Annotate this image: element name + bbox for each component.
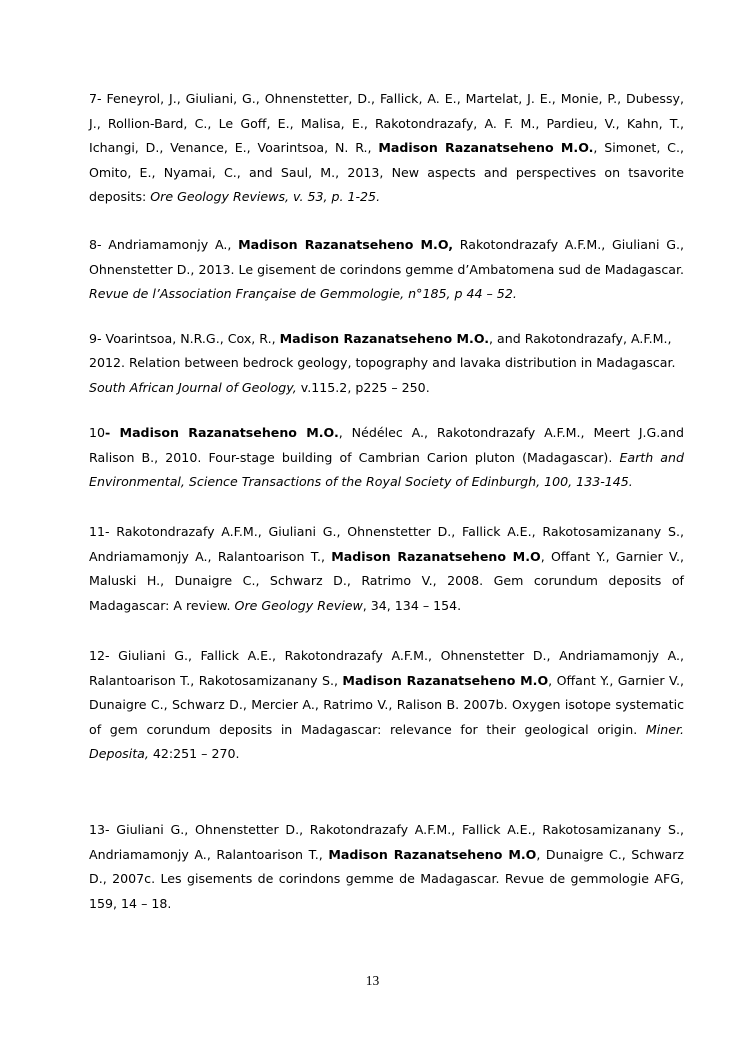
reference-13 — [89, 818, 684, 916]
reference-text: 7- Feneyrol, J., Giuliani, G., Ohnenstetter, D., Fallick, A. E., Martelat, J. E., Monie, P., Dubessy, J., Rollion-Bard, C., Le Goff, E., Malisa, E., Rakotondrazafy, A. F. M., Pardieu, V., Kahn, T., Ichangi, D., Venance, E., Voarintsoa, N. R., — [89, 91, 684, 156]
reference-text: Rakotondrazafy A.F.M., Giuliani G., Ohnenstetter D., 2013. Le gisement de corindons gemme d’Ambatomena sud de Madagascar. — [89, 237, 684, 277]
author-highlight: Madison Razanatseheno M.O — [342, 672, 549, 688]
journal-title: Ore Geology Reviews, v. 53, p. 1-25. — [150, 189, 381, 205]
author-highlight: - Madison Razanatseheno M.O. — [105, 425, 339, 440]
reference-text: , Offant Y., Garnier V., Maluski H., Dunaigre C., Schwarz D., Ratrimo V., 2008. Gem corundum deposits of Madagascar: A review. — [89, 548, 684, 613]
reference-text: 12- Giuliani G., Fallick A.E., Rakotondrazafy A.F.M., Ohnenstetter D., Andriamamonjy A., Ralantoarison T., Rakotosamizanany S., — [89, 648, 684, 688]
reference-text: , Simonet, C., Omito, E., Nyamai, C., and Saul, M., 2013, New aspects and perspectives on tsavorite deposits: — [89, 140, 684, 205]
reference-text: 9- Voarintsoa, N.R.G., Cox, R., — [89, 331, 280, 346]
journal-title: Miner. Deposita, — [89, 721, 684, 762]
reference-11 — [89, 520, 684, 618]
reference-text: 11- Rakotondrazafy A.F.M., Giuliani G., Ohnenstetter D., Fallick A.E., Rakotosamizanany S., Andriamamonjy A., Ralantoarison T., — [89, 524, 684, 564]
journal-title: Ore Geology Review — [234, 597, 363, 613]
reference-text: , Offant Y., Garnier V., Dunaigre C., Schwarz D., Mercier A., Ratrimo V., Ralison B. 2007b. Oxygen isotope systematic of gem corundum deposits in Madagascar: relevance for their geological origin. — [89, 672, 684, 737]
author-highlight: Madison Razanatseheno M.O, — [238, 237, 454, 252]
author-highlight: Madison Razanatseheno M.O. — [279, 331, 490, 346]
reference-7 — [89, 87, 684, 210]
reference-9 — [89, 327, 684, 400]
reference-8 — [89, 233, 684, 307]
author-highlight: Madison Razanatseheno M.O — [328, 846, 537, 862]
page-number: 13 — [365, 973, 380, 988]
journal-title: Earth and Environmental, Science Transactions of the Royal Society of Edinburgh, 100, 133-145. — [89, 449, 685, 490]
reference-text: 42:251 – 270. — [148, 746, 240, 762]
reference-text: v.115.2, p225 – 250. — [296, 379, 430, 395]
journal-title: South African Journal of Geology, — [89, 379, 297, 395]
reference-text: , 34, 134 – 154. — [362, 597, 462, 613]
reference-10 — [89, 421, 684, 495]
author-highlight: Madison Razanatseheno M.O. — [378, 140, 594, 156]
reference-text: 8- Andriamamonjy A., — [89, 237, 239, 252]
author-highlight: Madison Razanatseheno M.O — [331, 548, 541, 564]
reference-text: , Nédélec A., Rakotondrazafy A.F.M., Meert J.G.and Ralison B., 2010. Four-stage building of Cambrian Carion pluton (Madagascar). — [89, 425, 684, 465]
reference-12 — [89, 644, 684, 767]
reference-text: , Dunaigre C., Schwarz D., 2007c. Les gisements de corindons gemme de Madagascar. Revue de gemmologie AFG, 159, 14 – 18. — [89, 846, 684, 911]
reference-text: 13- Giuliani G., Ohnenstetter D., Rakotondrazafy A.F.M., Fallick A.E., Rakotosamizanany S., Andriamamonjy A., Ralantoarison T., — [89, 822, 684, 862]
journal-title: Revue de l’Association Française de Gemmologie, n°185, p 44 – 52. — [89, 286, 517, 302]
reference-text: 10 — [89, 425, 106, 440]
reference-text: , and Rakotondrazafy, A.F.M., 2012. Relation between bedrock geology, topography and lavaka distribution in Madagascar. — [89, 331, 676, 371]
